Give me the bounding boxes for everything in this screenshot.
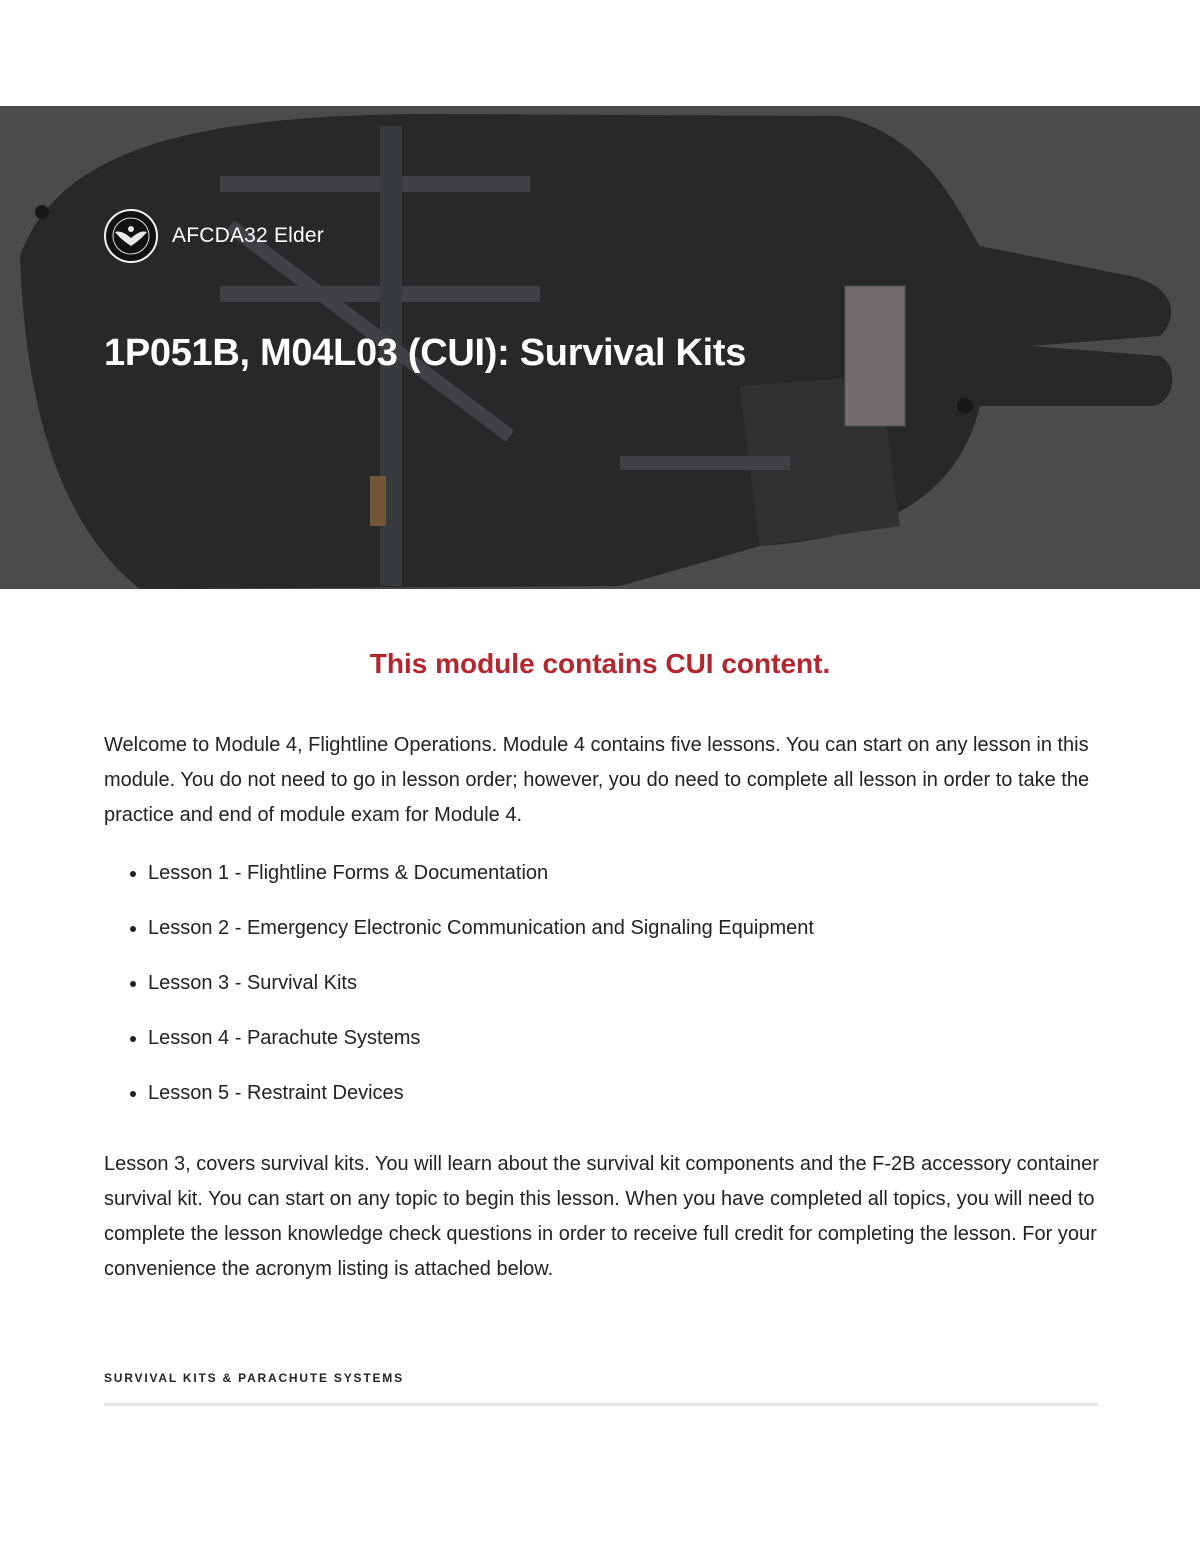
lesson-list — [104, 859, 1099, 1107]
list-item: • Lesson 5 - Restraint Devices — [148, 1079, 1099, 1107]
module-content — [104, 728, 1099, 1287]
section-label: SURVIVAL KITS & PARACHUTE SYSTEMS — [104, 1371, 404, 1385]
author-byline — [104, 209, 324, 263]
list-item: • Lesson 2 - Emergency Electronic Communication and Signaling Equipment — [148, 914, 1099, 942]
list-item: • Lesson 4 - Parachute Systems — [148, 1024, 1099, 1052]
section-divider — [104, 1403, 1098, 1406]
lesson-description: Lesson 3, covers survival kits. You will learn about the survival kit components and the F-2B accessory container survival kit. You can start on any topic to begin this lesson. When you have completed all topics, you will need to complete the lesson knowledge check questions in order to receive full credit for completing the lesson. For your convenience the acronym listing is attached below. — [104, 1153, 1099, 1280]
author-name[interactable]: AFCDA32 Elder — [172, 224, 324, 247]
page-title: 1P051B, M04L03 (CUI): Survival Kits — [104, 332, 747, 374]
eagle-emblem-icon — [111, 216, 151, 256]
list-item: • Lesson 1 - Flightline Forms & Documentation — [148, 859, 1099, 887]
list-item: • Lesson 3 - Survival Kits — [148, 969, 1099, 997]
cui-notice: This module contains CUI content. — [369, 648, 831, 679]
avatar — [104, 209, 158, 263]
intro-paragraph: Welcome to Module 4, Flightline Operations. Module 4 contains five lessons. You can start on any lesson in this module. You do not need to go in lesson order; however, you do need to complete all lesson in order to take the practice and end of module exam for Module 4. — [104, 734, 1090, 826]
